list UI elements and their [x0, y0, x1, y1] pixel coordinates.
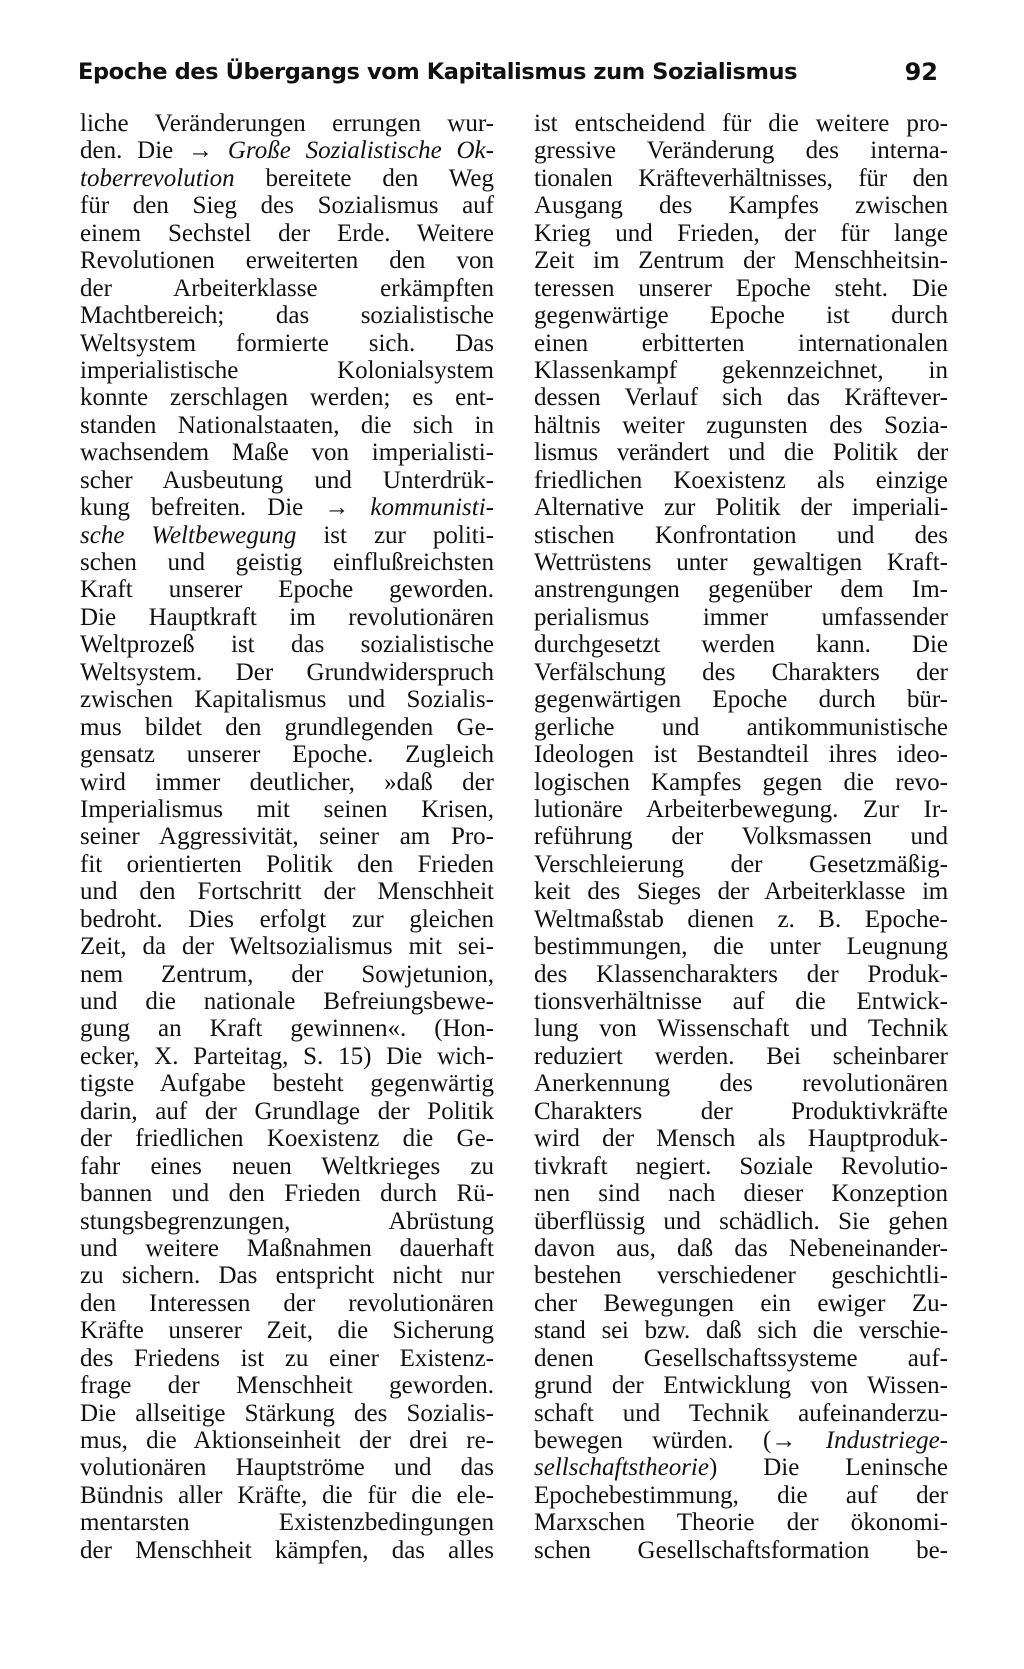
text-line: lung von Wissenschaft und Technik — [534, 1015, 948, 1043]
text-line: Zeit im Zentrum der Menschheitsin- — [534, 247, 948, 275]
text-line: der Arbeiterklasse erkämpften — [80, 274, 494, 302]
text-line: der friedlichen Koexistenz die Ge- — [80, 1125, 494, 1153]
text-line — [534, 1427, 948, 1454]
text-line: und weitere Maßnahmen dauerhaft — [80, 1234, 494, 1262]
text-line: tionsverhältnisse auf die Entwick- — [534, 988, 948, 1015]
text-line: imperialistische Kolonialsystem — [80, 356, 494, 384]
link-text-weltbewegung-cont: sche Weltbewegung — [80, 521, 297, 549]
text-line: reduziert werden. Bei scheinbarer — [534, 1042, 948, 1070]
text-line: einen erbitterten internationalen — [534, 329, 948, 357]
text-line — [80, 165, 494, 192]
text-line: Bündnis aller Kräfte, die für die ele- — [80, 1481, 494, 1509]
text-line: Alternative zur Politik der imperiali- — [534, 494, 948, 522]
text-line: Verfälschung des Charakters der — [534, 658, 948, 686]
text-line: Ausgang des Kampfes zwischen — [534, 192, 948, 220]
text-line: Imperialismus mit seinen Krisen, — [80, 795, 494, 823]
text-line: Epochebestimmung, die auf der — [534, 1481, 948, 1509]
text-line: standen Nationalstaaten, die sich in — [80, 411, 494, 439]
text-line: bannen und den Frieden durch Rü- — [80, 1180, 494, 1208]
text-line: bedroht. Dies erfolgt zur gleichen — [80, 905, 494, 933]
page-number: 92 — [904, 58, 938, 86]
text-line: wird der Mensch als Hauptproduk- — [534, 1125, 948, 1153]
text-line: des Friedens ist zu einer Existenz- — [80, 1344, 494, 1372]
text-line — [80, 522, 494, 549]
text-line: keit des Sieges der Arbeiterklasse im — [534, 878, 948, 906]
text-line: Wettrüstens unter gewaltigen Kraft- — [534, 549, 948, 576]
link-text-grosse-sozialistische-oktoberrevolution: Große Sozialistische Ok- — [227, 137, 494, 165]
text-line: fit orientierten Politik den Frieden — [80, 850, 494, 878]
text-line: ist entscheidend für die weitere pro- — [534, 110, 948, 137]
text-line: reführung der Volksmassen und — [534, 823, 948, 851]
text-line: Anerkennung des revolutionären — [534, 1070, 948, 1098]
text-line: mus bildet den grundlegenden Ge- — [80, 713, 494, 741]
text-line: zu sichern. Das entspricht nicht nur — [80, 1262, 494, 1290]
text-line: tionalen Kräfteverhältnisses, für den — [534, 164, 948, 192]
link-text-industriegesellschaftstheorie: Industriege- — [825, 1427, 948, 1454]
text-line: Weltprozeß ist das sozialistische — [80, 631, 494, 659]
text-line: Weltsystem formierte sich. Das — [80, 329, 494, 357]
text-line: frage der Menschheit geworden. — [80, 1372, 494, 1400]
text-line: anstrengungen gegenüber dem Im- — [534, 576, 948, 604]
text-line: Ideologen ist Bestandteil ihres ideo- — [534, 741, 948, 769]
text-run: bewegen würden. (→ — [534, 1427, 826, 1454]
text-line: stand sei bzw. daß sich die verschie- — [534, 1317, 948, 1345]
text-line: darin, auf der Grundlage der Politik — [80, 1097, 494, 1125]
text-line: einem Sechstel der Erde. Weitere — [80, 219, 494, 247]
text-line: Die Hauptkraft im revolutionären — [80, 603, 494, 631]
text-line: Revolutionen erweiterten den von — [80, 247, 494, 275]
link-text-oktoberrevolution-cont: toberrevolution — [80, 164, 235, 192]
text-line: wachsendem Maße von imperialisti- — [80, 439, 494, 467]
text-run: ) Die Leninsche — [708, 1454, 948, 1482]
text-line: mus, die Aktionseinheit der drei re- — [80, 1427, 494, 1454]
text-line: Klassenkampf gekennzeichnet, in — [534, 356, 948, 384]
text-line: Kräfte unserer Zeit, die Sicherung — [80, 1317, 494, 1345]
text-line: überflüssig und schädlich. Sie gehen — [534, 1207, 948, 1235]
text-line: scher Ausbeutung und Unterdrük- — [80, 466, 494, 494]
text-line: Machtbereich; das sozialistische — [80, 302, 494, 330]
text-line: lismus verändert und die Politik der — [534, 439, 948, 467]
link-text-kommunistische-weltbewegung: kommunisti- — [370, 494, 494, 522]
text-line: volutionären Hauptströme und das — [80, 1454, 494, 1482]
text-line: friedlichen Koexistenz als einzige — [534, 466, 948, 494]
text-line: ecker, X. Parteitag, S. 15) Die wich- — [80, 1042, 494, 1070]
text-line: grund der Entwicklung von Wissen- — [534, 1372, 948, 1400]
text-line: Verschleierung der Gesetzmäßig- — [534, 850, 948, 878]
text-line: stungsbegrenzungen, Abrüstung — [80, 1207, 494, 1235]
text-line: schen und geistig einflußreichsten — [80, 549, 494, 576]
running-header — [78, 52, 938, 92]
text-line: gerliche und antikommunistische — [534, 713, 948, 741]
text-line: des Klassencharakters der Produk- — [534, 960, 948, 988]
text-line — [80, 494, 494, 521]
text-line: nen sind nach dieser Konzeption — [534, 1180, 948, 1208]
text-line: cher Bewegungen ein ewiger Zu- — [534, 1289, 948, 1317]
text-line: Charakters der Produktivkräfte — [534, 1097, 948, 1125]
left-column — [80, 110, 494, 1564]
right-column — [534, 110, 948, 1564]
link-text-industriegesellschaftstheorie-cont: sellschaftstheorie — [534, 1454, 709, 1482]
text-line: fahr eines neuen Weltkrieges zu — [80, 1152, 494, 1180]
text-line: gung an Kraft gewinnen«. (Hon- — [80, 1015, 494, 1043]
text-line: davon aus, daß das Nebeneinander- — [534, 1234, 948, 1262]
text-line: stischen Konfrontation und des — [534, 521, 948, 549]
text-line: und die nationale Befreiungsbewe- — [80, 988, 494, 1015]
text-line: wird immer deutlicher, »daß der — [80, 768, 494, 796]
text-line: liche Veränderungen errungen wur- — [80, 110, 494, 137]
text-line: für den Sieg des Sozialismus auf — [80, 192, 494, 220]
text-line: seiner Aggressivität, seiner am Pro- — [80, 823, 494, 851]
text-line: bestehen verschiedener geschichtli- — [534, 1262, 948, 1290]
text-line: konnte zerschlagen werden; es ent- — [80, 384, 494, 412]
text-line: Zeit, da der Weltsozialismus mit sei- — [80, 933, 494, 961]
text-line: denen Gesellschaftssysteme auf- — [534, 1344, 948, 1372]
text-line: Marxschen Theorie der ökonomi- — [534, 1509, 948, 1537]
text-run: ist zur politi- — [296, 521, 494, 549]
text-line: Die allseitige Stärkung des Sozialis- — [80, 1399, 494, 1427]
text-line: zwischen Kapitalismus und Sozialis- — [80, 686, 494, 714]
text-line: gegenwärtigen Epoche durch bür- — [534, 686, 948, 714]
text-line: teressen unserer Epoche steht. Die — [534, 274, 948, 302]
text-line: mentarsten Existenzbedingungen — [80, 1509, 494, 1537]
text-line: lutionäre Arbeiterbewegung. Zur Ir- — [534, 795, 948, 823]
text-line: durchgesetzt werden kann. Die — [534, 631, 948, 659]
text-line: bestimmungen, die unter Leugnung — [534, 933, 948, 961]
text-line: Weltsystem. Der Grundwiderspruch — [80, 658, 494, 686]
text-line: den Interessen der revolutionären — [80, 1289, 494, 1317]
text-run: bereitete den Weg — [234, 164, 494, 192]
text-line: perialismus immer umfassender — [534, 603, 948, 631]
text-line: dessen Verlauf sich das Kräftever- — [534, 384, 948, 412]
text-run: den. Die → — [80, 137, 228, 165]
text-line: Kraft unserer Epoche geworden. — [80, 576, 494, 604]
text-line: schen Gesellschaftsformation be- — [534, 1536, 948, 1564]
text-line: tigste Aufgabe besteht gegenwärtig — [80, 1070, 494, 1098]
running-title: Epoche des Übergangs vom Kapitalismus zum Sozialismus — [78, 59, 798, 85]
text-line: schaft und Technik aufeinanderzu- — [534, 1399, 948, 1427]
text-line: tivkraft negiert. Soziale Revolutio- — [534, 1152, 948, 1180]
text-line: gensatz unserer Epoche. Zugleich — [80, 741, 494, 769]
text-line: logischen Kampfes gegen die revo- — [534, 768, 948, 796]
text-line: und den Fortschritt der Menschheit — [80, 878, 494, 906]
text-line — [80, 137, 494, 164]
text-run: kung befreiten. Die → — [80, 494, 371, 522]
text-line: gegenwärtige Epoche ist durch — [534, 302, 948, 330]
text-line: der Menschheit kämpfen, das alles — [80, 1536, 494, 1564]
text-line: hältnis weiter zugunsten des Sozia- — [534, 411, 948, 439]
text-line: Krieg und Frieden, der für lange — [534, 219, 948, 247]
text-line: nem Zentrum, der Sowjetunion, — [80, 960, 494, 988]
text-line — [534, 1454, 948, 1481]
text-line: Weltmaßstab dienen z. B. Epoche- — [534, 905, 948, 933]
text-line: gressive Veränderung des interna- — [534, 137, 948, 165]
